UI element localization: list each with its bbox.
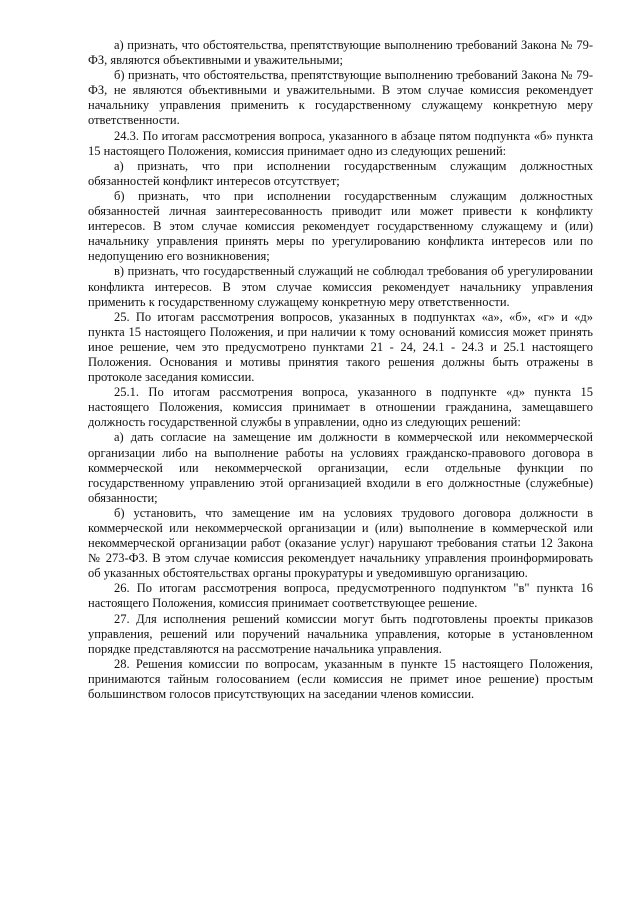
paragraph-28: 28. Решения комиссии по вопросам, указанным в пункте 15 настоящего Положения, принимаются тайным голосованием (если комиссия не примет иное решение) простым большинством голосов присутствующих на заседании членов комиссии. (88, 656, 593, 702)
paragraph-24-2-a: а) признать, что обстоятельства, препятствующие выполнению требований Закона № 79-ФЗ, являются объективными и уважительными; (88, 38, 593, 68)
paragraph-24-3-v: в) признать, что государственный служащий не соблюдал требования об урегулировании конфликта интересов. В этом случае комиссия рекомендует начальнику управления применить к государственному служащему конкретную меру ответственности. (88, 264, 593, 309)
paragraph-25-1: 25.1. По итогам рассмотрения вопроса, указанного в подпункте «д» пункта 15 настоящего Положения, комиссия принимает в отношении гражданина, замещавшего должность государственной службы в управлении, одно из следующих решений: (88, 385, 593, 430)
paragraph-24-3: 24.3. По итогам рассмотрения вопроса, указанного в абзаце пятом подпункта «б» пункта 15 настоящего Положения, комиссия принимает одно из следующих решений: (88, 128, 593, 158)
document-page (88, 38, 593, 702)
paragraph-27: 27. Для исполнения решений комиссии могут быть подготовлены проекты приказов управления, решений или поручений начальника управления, которые в установленном порядке представляются на рассмотрение начальника управления. (88, 611, 593, 656)
paragraph-26: 26. По итогам рассмотрения вопроса, предусмотренного подпунктом "в" пункта 16 настоящего Положения, комиссия принимает соответствующее решение. (88, 581, 593, 611)
paragraph-25-1-b: б) установить, что замещение им на условиях трудового договора должности в коммерческой или некоммерческой организации и (или) выполнение в коммерческой или некоммерческой организации работ (оказание услуг) нарушают требования статьи 12 Закона № 273-ФЗ. В этом случае комиссия рекомендует начальнику управления проинформировать об указанных обстоятельствах органы прокуратуры и уведомившую организацию. (88, 505, 593, 581)
paragraph-24-3-b: б) признать, что при исполнении государственным служащим должностных обязанностей личная заинтересованность приводит или может привести к конфликту интересов. В этом случае комиссия рекомендует государственному служащему и (или) начальнику управления принять меры по урегулированию конфликта интересов или по недопущению его возникновения; (88, 188, 593, 264)
paragraph-24-2-b: б) признать, что обстоятельства, препятствующие выполнению требований Закона № 79-ФЗ, не являются объективными и уважительными. В этом случае комиссия рекомендует начальнику управления применить к государственному служащему конкретную меру ответственности. (88, 68, 593, 128)
paragraph-25-1-a: а) дать согласие на замещение им должности в коммерческой или некоммерческой организации либо на выполнение работы на условиях гражданско-правового договора в коммерческой или некоммерческой организации, если отдельные функции по государственному управлению этой организацией входили в его должностные (служебные) обязанности; (88, 430, 593, 505)
paragraph-25: 25. По итогам рассмотрения вопросов, указанных в подпунктах «а», «б», «г» и «д» пункта 15 настоящего Положения, и при наличии к тому оснований комиссия может принять иное решение, чем это предусмотрено пунктами 21 - 24, 24.1 - 24.3 и 25.1 настоящего Положения. Основания и мотивы принятия такого решения должны быть отражены в протоколе заседания комиссии. (88, 309, 593, 385)
paragraph-24-3-a: а) признать, что при исполнении государственным служащим должностных обязанностей конфликт интересов отсутствует; (88, 158, 593, 188)
